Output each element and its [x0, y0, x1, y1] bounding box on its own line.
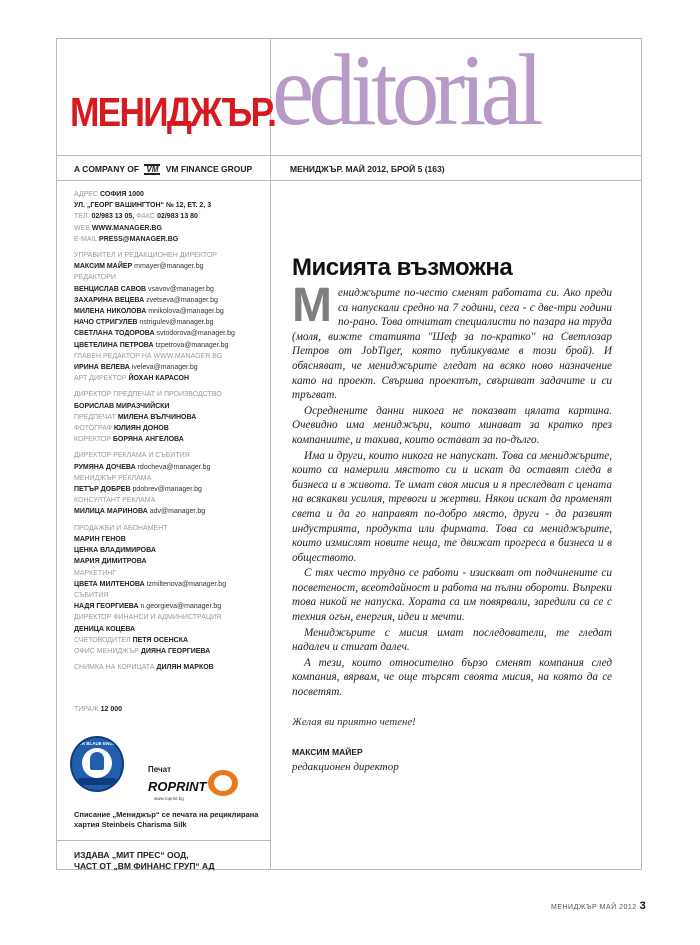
staff-row — [74, 568, 266, 579]
author-role: редакционен директор — [292, 760, 399, 773]
contact-row: ТЕЛ. 02/983 13 05, ФАКС 02/983 13 80 — [74, 213, 198, 221]
staff-row — [74, 423, 266, 434]
printer-label: Печат — [148, 765, 172, 774]
company-prefix: A COMPANY OF — [74, 164, 140, 174]
staff-name: ВЕНЦИСЛАВ САВОВ — [74, 285, 147, 293]
role-label: СЪБИТИЯ — [74, 591, 109, 599]
page-footer: МЕНИДЖЪР МАЙ 2012 3 — [551, 900, 647, 912]
role-label: ПРЕДПЕЧАТ — [74, 413, 116, 421]
staff-name: МИЛИЦА МАРИНОВА — [74, 508, 148, 516]
staff-name: МАРИЯ ДИМИТРОВА — [74, 558, 147, 566]
staff-row — [74, 462, 266, 473]
staff-name: МИЛЕНА НИКОЛОВА — [74, 308, 147, 316]
staff-row — [74, 261, 266, 272]
staff-row — [74, 579, 266, 590]
role-label: АРТ ДИРЕКТОР — [74, 375, 127, 383]
staff-row — [74, 450, 266, 461]
staff-email: tzpetrova@manager.bg — [155, 341, 229, 349]
staff-email: pdobrev@manager.bg — [132, 486, 202, 494]
staff-name: ПЕТЪР ДОБРЕВ — [74, 486, 131, 494]
staff-name: ЗАХАРИНА ВЕЦЕВА — [74, 296, 145, 304]
staff-row — [74, 340, 266, 351]
article-title: Мисията възможна — [292, 254, 513, 281]
staff-name: БОРИСЛАВ МИРАЗЧИЙСКИ — [74, 402, 170, 410]
staff-name: ЮЛИЯН ДОНОВ — [113, 425, 169, 433]
staff-row — [74, 317, 266, 328]
staff-name: ЦВЕТЕЛИНА ПЕТРОВА — [74, 341, 154, 349]
staff-row — [74, 272, 266, 283]
roprint-logo: ROPRINT www.roprint.bg — [148, 778, 244, 800]
staff-name: ДИЛЯН МАРКОВ — [156, 664, 214, 672]
staff-name: СВЕТЛАНА ТОДОРОВА — [74, 330, 155, 338]
role-label: ФОТОГРАФ — [74, 425, 112, 433]
staff-email: vsavov@manager.bg — [148, 285, 214, 293]
section-title: editorial — [272, 34, 538, 147]
role-label: РЕДАКТОРИ — [74, 274, 116, 282]
vm-logo-icon: VM — [146, 165, 159, 174]
page-number: 3 — [639, 900, 647, 912]
staff-row — [74, 434, 266, 445]
staff-name: МАКСИМ МАЙЕР — [74, 263, 133, 271]
role-label: МАРКЕТИНГ — [74, 569, 117, 577]
staff-row — [74, 635, 266, 646]
staff-name: РУМЯНА ДОЧЕВА — [74, 463, 136, 471]
staff-row — [74, 624, 266, 635]
header-divider — [56, 155, 642, 156]
magazine-logo: МЕНИДЖЪР. — [70, 89, 276, 135]
staff-list — [74, 250, 266, 673]
staff-email: n.georgieva@manager.bg — [140, 603, 222, 611]
staff-row — [74, 295, 266, 306]
staff-email: svtodorova@manager.bg — [156, 330, 235, 338]
article-paragraph: Осреднените данни никога не показват цялата картина. Очевидно има мениджъри, които минават за кратко през компаниите, и такива, които остават за по-дълго. — [292, 404, 612, 446]
contact-row: АДРЕС СОФИЯ 1000 — [74, 191, 144, 198]
staff-name: БОРЯНА АНГЕЛОВА — [112, 436, 184, 444]
staff-email: nstrigulev@manager.bg — [139, 319, 214, 327]
column-divider — [270, 38, 271, 870]
article-body — [292, 279, 612, 774]
staff-email: zvetseva@manager.bg — [146, 296, 218, 304]
subheader-divider — [56, 180, 642, 181]
issue-info: МЕНИДЖЪР. МАЙ 2012, БРОЙ 5 (163) — [290, 164, 445, 174]
staff-row — [74, 556, 266, 567]
publisher-info: ИЗДАВА „МИТ ПРЕС“ ООД, ЧАСТ ОТ „ВМ ФИНАНС ГРУП“ АД — [74, 850, 215, 871]
staff-name: ЙОХАН КАРАСОН — [128, 375, 190, 383]
contacts-block — [74, 189, 266, 245]
staff-row — [74, 250, 266, 261]
staff-group — [74, 389, 266, 445]
staff-row — [74, 412, 266, 423]
staff-group — [74, 523, 266, 657]
closing-line: Желая ви приятно четене! — [292, 715, 416, 728]
role-label: ОФИС МЕНИДЖЪР — [74, 647, 139, 655]
publisher-divider — [56, 840, 270, 841]
staff-name: ЦВЕТА МИЛТЕНОВА — [74, 580, 145, 588]
recycle-note: Списание „Мениджър“ се печата на рециклирана хартия Steinbeis Charisma Silk — [74, 810, 259, 829]
role-label: ДИРЕКТОР ФИНАНСИ И АДМИНИСТРАЦИЯ — [74, 614, 222, 622]
staff-row — [74, 389, 266, 400]
staff-name: ЦЕНКА ВЛАДИМИРОВА — [74, 547, 156, 555]
staff-email: rdocheva@manager.bg — [137, 463, 211, 471]
staff-name: ДЕНИЦА КОЦЕВА — [74, 625, 136, 633]
blue-angel-badge-icon: DER BLAUE ENGEL — [70, 736, 124, 792]
staff-row — [74, 545, 266, 556]
staff-email: mmayer@manager.bg — [134, 263, 204, 271]
staff-row — [74, 284, 266, 295]
staff-row — [74, 495, 266, 506]
role-label: КОНСУЛТАНТ РЕКЛАМА — [74, 497, 156, 505]
staff-email: tzmiltenova@manager.bg — [146, 580, 227, 588]
staff-name: МАРИН ГЕНОВ — [74, 535, 126, 543]
role-label: СЧЕТОВОДИТЕЛ — [74, 636, 131, 644]
staff-row — [74, 373, 266, 384]
role-label: ГЛАВЕН РЕДАКТОР НА WWW.MANAGER.BG — [74, 352, 223, 360]
staff-row — [74, 612, 266, 623]
staff-row — [74, 523, 266, 534]
staff-email: adv@manager.bg — [149, 508, 206, 516]
circulation: ТИРАЖ 12 000 — [74, 706, 123, 713]
article-paragraph: Мениджърите с мисия имат последователи, те гледат надалеч и стигат далеч. — [292, 626, 612, 654]
staff-row — [74, 362, 266, 373]
article-paragraph: Има и други, които никога не напускат. Това са мениджърите, които са намерили мястото си и искат да оставят следа в бизнеса и в живота. Те имат своя мисия и я преследват с цената на всякакви усилия, тревоги и жертви. Някои искат да променят света и да го направят по-добро място, други - да развият индустрията, продукта или фирмата. Това са мениджърите, които измислят новите неща, те движат прогреса в бизнеса и в обществото. — [292, 449, 612, 564]
author-name: МАКСИМ МАЙЕР — [292, 747, 363, 758]
staff-row — [74, 590, 266, 601]
staff-group — [74, 662, 266, 673]
staff-row — [74, 401, 266, 412]
staff-email: mnikolova@manager.bg — [148, 308, 224, 316]
staff-row — [74, 506, 266, 517]
staff-email: iveleva@manager.bg — [131, 364, 198, 372]
role-label: ДИРЕКТОР ПРЕДПЕЧАТ И ПРОИЗВОДСТВО — [74, 391, 222, 399]
staff-row — [74, 534, 266, 545]
staff-name: НАДЯ ГЕОРГИЕВА — [74, 603, 139, 611]
company-line — [74, 164, 252, 175]
staff-row — [74, 473, 266, 484]
masthead — [74, 189, 266, 678]
staff-row — [74, 306, 266, 317]
staff-name: ИРИНА ВЕЛЕВА — [74, 364, 130, 372]
article-paragraph: Мениджърите по-често сменят работата си. Ако преди са напускали средно на 7 години, сега - с две-три години по-рано. Това отчитат специалисти по пазара на труда (моля, вижте статията "Шеф за по-кратко" на Светлозар Петров от JobTiger, която публикуваме в този брой). И обясняват, че мениджърите гледат на всяко ново назначение като на проект. Свършва проектът, свършват задачите и си тръгват. — [292, 279, 612, 402]
staff-group — [74, 250, 266, 384]
staff-name: МИЛЕНА ВЪЛЧИНОВА — [117, 413, 197, 421]
role-label: МЕНИДЖЪР РЕКЛАМА — [74, 474, 152, 482]
role-label: ДИРЕКТОР РЕКЛАМА И СЪБИТИЯ — [74, 452, 190, 460]
staff-row — [74, 601, 266, 612]
staff-row — [74, 484, 266, 495]
contact-row: УЛ. „ГЕОРГ ВАШИНГТОН“ № 12, ЕТ. 2, 3 — [74, 202, 212, 210]
drop-cap: М — [292, 279, 332, 332]
contact-row: E-MAIL PRESS@MANAGER.BG — [74, 235, 179, 243]
staff-name: ДИЯНА ГЕОРГИЕВА — [140, 647, 211, 655]
contact-row: WEB WWW.MANAGER.BG — [74, 224, 162, 232]
staff-row — [74, 646, 266, 657]
role-label: КОРЕКТОР — [74, 436, 111, 444]
role-label: СНИМКА НА КОРИЦАТА — [74, 664, 155, 672]
role-label: ПРОДАЖБИ И АБОНАМЕНТ — [74, 524, 168, 532]
staff-name: НАЧО СТРИГУЛЕВ — [74, 319, 138, 327]
role-label: УПРАВИТЕЛ И РЕДАКЦИОНЕН ДИРЕКТОР — [74, 252, 217, 260]
staff-row — [74, 351, 266, 362]
staff-group — [74, 450, 266, 517]
staff-row — [74, 662, 266, 673]
article-paragraph: С тях често трудно се работи - изискват от подчинените си посветеност, всеотдайност и работа на пълни обороти. Въпреки това никой не напуска. Хората са им повярвали, заредили са се с техния огън, енергия, идеи и мечти. — [292, 567, 612, 624]
article-paragraph: А тези, които относително бързо сменят компания след компания, вярвам, че още търсят своята мисия, на която да се посветят. — [292, 656, 612, 699]
staff-name: ПЕТЯ ОСЕНСКА — [132, 636, 189, 644]
staff-row — [74, 328, 266, 339]
company-name: VM FINANCE GROUP — [165, 164, 253, 174]
